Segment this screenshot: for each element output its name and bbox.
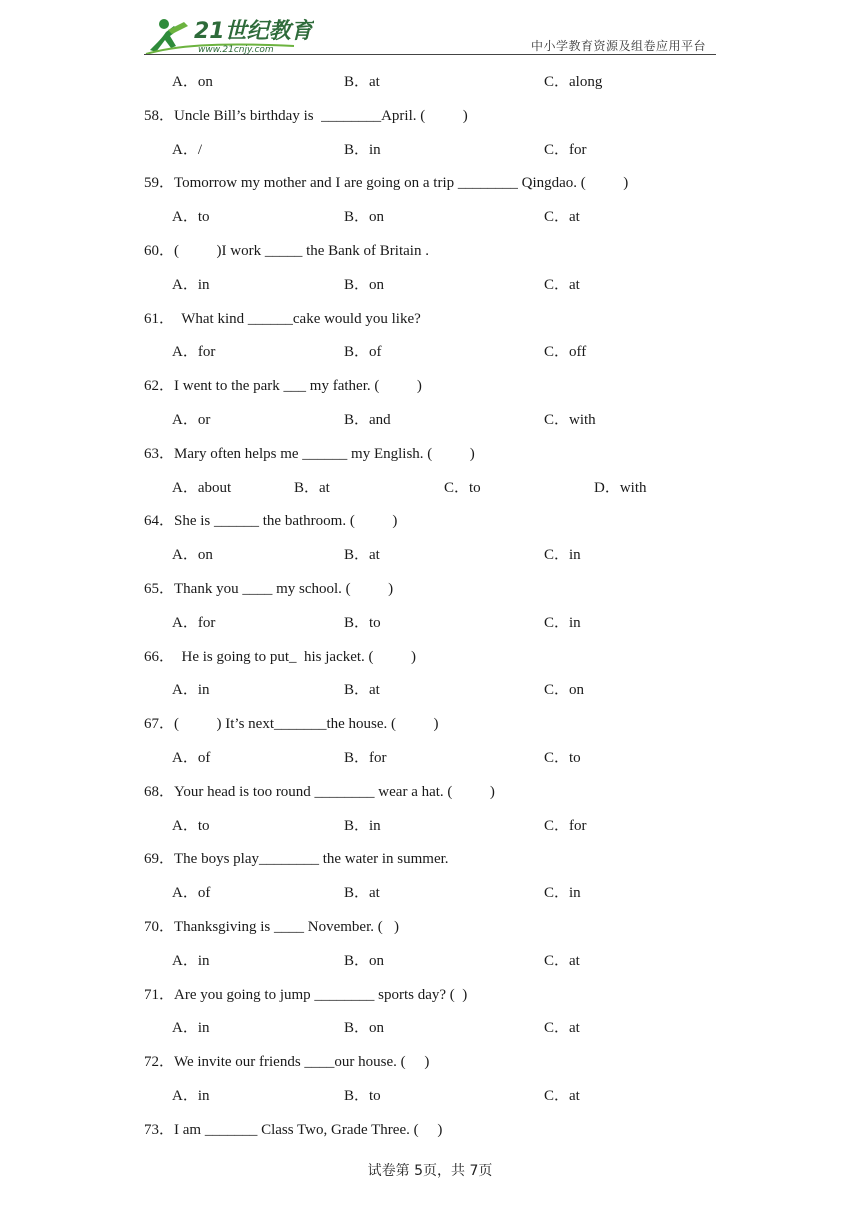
answer-option: B．in (344, 817, 381, 834)
answer-option: C．for (544, 141, 587, 158)
question-stem: 58．Uncle Bill’s birthday is ________April. ( ) (144, 107, 468, 124)
answer-option: A．or (172, 411, 211, 428)
answer-options (0, 134, 860, 168)
answer-option: A．of (172, 749, 211, 766)
answer-option: B．for (344, 749, 387, 766)
answer-option: B．on (344, 952, 385, 969)
answer-option: A．to (172, 817, 210, 834)
answer-option: D．with (594, 479, 647, 496)
question-stem: 63．Mary often helps me ______ my English. ( ) (144, 445, 475, 462)
answer-option: A．for (172, 614, 216, 631)
answer-option: B．at (344, 682, 380, 699)
answer-options (0, 810, 860, 844)
answer-option: A．in (172, 952, 210, 969)
answer-option: B．on (344, 276, 385, 293)
question-stem: 71．Are you going to jump ________ sports day? ( ) (144, 986, 468, 1003)
page-header (144, 8, 716, 56)
answer-option: B．at (294, 479, 330, 496)
answer-option: C．for (544, 817, 587, 834)
answer-option: A．on (172, 74, 213, 90)
page-number: 试卷第 5页，共 7页 (367, 1163, 493, 1179)
answer-option: C．to (444, 479, 481, 496)
answer-option: B．at (344, 885, 380, 902)
answer-option: C．at (544, 209, 580, 226)
answer-option: C．along (544, 74, 603, 90)
answer-options (0, 742, 860, 776)
question-stem: 65．Thank you ____ my school. ( ) (144, 580, 394, 597)
answer-option: B．and (344, 411, 391, 428)
question-stem: 62．I went to the park ___ my father. ( ) (144, 378, 422, 395)
answer-option: A．in (172, 682, 210, 699)
svg-text:21世纪教育: 21世纪教育 (194, 19, 313, 44)
question-stem: 72．We invite our friends ____our house. ( ) (144, 1054, 430, 1071)
answer-options (0, 201, 860, 235)
question-stem: 73．I am _______ Class Two, Grade Three. ( ) (144, 1121, 443, 1138)
answer-option: B．in (344, 141, 381, 158)
question-stem: 67．( ) It’s next_______the house. ( ) (144, 716, 439, 733)
answer-option: B．to (344, 1087, 381, 1104)
answer-options (0, 1080, 860, 1114)
answer-option: A．to (172, 209, 210, 226)
site-tagline: 中小学教育资源及组卷应用平台 (530, 39, 706, 53)
answer-options (0, 877, 860, 911)
answer-option: C．off (544, 344, 587, 361)
answer-options (0, 269, 860, 303)
answer-option: B．on (344, 209, 385, 226)
answer-options (0, 404, 860, 438)
answer-options (0, 607, 860, 641)
answer-option: B．of (344, 344, 382, 361)
answer-option: A．in (172, 276, 210, 293)
header-divider (144, 54, 716, 55)
answer-options (0, 1012, 860, 1046)
answer-option: C．in (544, 885, 581, 902)
answer-option: C．on (544, 682, 585, 699)
answer-option: B．to (344, 614, 381, 631)
answer-option: A．for (172, 344, 216, 361)
site-logo (144, 12, 314, 56)
answer-option: C．to (544, 749, 581, 766)
answer-option: A．about (172, 479, 232, 496)
answer-option: B．on (344, 1020, 385, 1037)
answer-option: C．in (544, 614, 581, 631)
question-stem: 64．She is ______ the bathroom. ( ) (144, 513, 398, 530)
question-stem: 69．The boys play________ the water in summer. (144, 851, 449, 868)
answer-option: A．in (172, 1020, 210, 1037)
answer-option: C．at (544, 1020, 580, 1037)
answer-options (0, 674, 860, 708)
question-stem: 61． What kind ______cake would you like? (144, 310, 421, 327)
question-list (0, 66, 860, 1148)
question-stem: 70．Thanksgiving is ____ November. ( ) (144, 918, 399, 935)
question-stem: 59．Tomorrow my mother and I are going on a trip ________ Qingdao. ( ) (144, 175, 629, 192)
question-stem: 66． He is going to put_ his jacket. ( ) (144, 648, 417, 665)
answer-option: C．at (544, 1087, 580, 1104)
answer-options (0, 66, 860, 100)
answer-option: C．at (544, 276, 580, 293)
question-stem: 60．( )I work _____ the Bank of Britain . (144, 242, 429, 259)
answer-option: C．at (544, 952, 580, 969)
svg-text:www.21cnjy.com: www.21cnjy.com (198, 45, 274, 55)
answer-option: A．/ (172, 141, 203, 158)
answer-option: A．on (172, 547, 213, 564)
answer-options (0, 472, 860, 506)
answer-options (0, 945, 860, 979)
answer-option: B．at (344, 547, 380, 564)
question-stem: 68．Your head is too round ________ wear a hat. ( ) (144, 783, 495, 800)
answer-option: A．of (172, 885, 211, 902)
answer-options (0, 539, 860, 573)
answer-option: C．with (544, 411, 596, 428)
answer-options (0, 336, 860, 370)
answer-option: B．at (344, 74, 380, 90)
answer-option: C．in (544, 547, 581, 564)
answer-option: A．in (172, 1087, 210, 1104)
